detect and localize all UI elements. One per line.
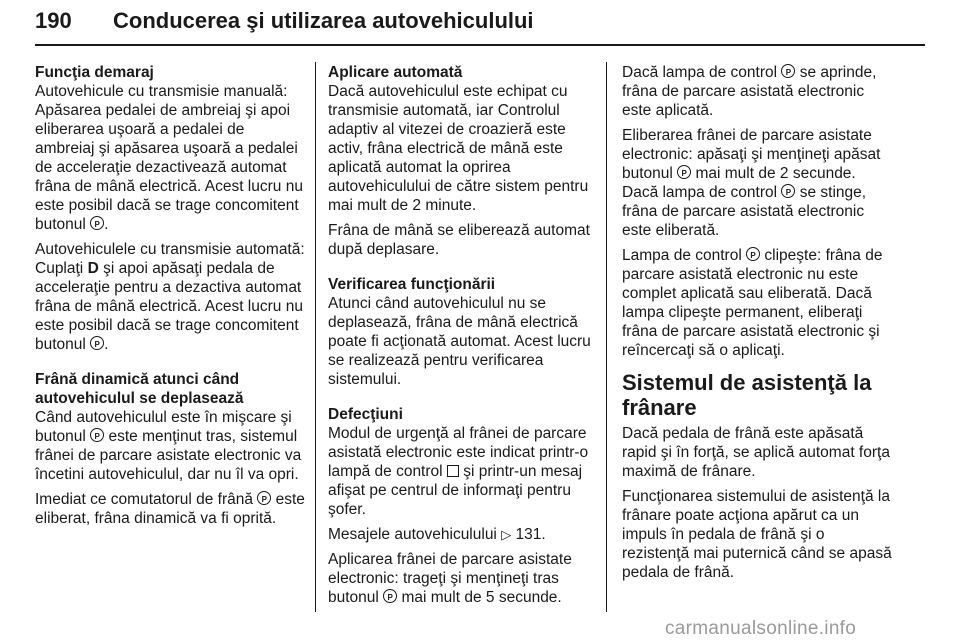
parking-brake-icon — [781, 184, 795, 198]
paragraph: Mesajele autovehiculului ▷ 131. — [328, 526, 546, 543]
watermark: carmanualsonline.info — [665, 618, 857, 639]
parking-brake-icon — [383, 589, 397, 603]
paragraph: Eliberarea frânei de parcare asistate electronic: apăsaţi şi menţineţi apăsat butonul P mai mult de 2 secunde. Dacă lampa de control P se stinge, frâna de parcare asistată electronic este eliberată. — [622, 126, 892, 240]
paragraph: Dacă lampa de control P se aprinde, frâna de parcare asistată electronic este aplicată. — [622, 63, 892, 120]
parking-brake-icon — [90, 428, 104, 442]
page-header — [35, 8, 925, 42]
column-divider-1 — [315, 62, 316, 612]
section-heading: Defecţiuni — [328, 406, 403, 423]
column-divider-2 — [606, 62, 607, 612]
paragraph: Când autovehiculul este în mişcare şi butonul P este menţinut tras, sistemul frânei de parcare asistate electronic va încetini autovehiculul, dar nu îl va opri. — [35, 408, 305, 484]
page-reference[interactable]: 131 — [515, 526, 542, 543]
paragraph: Dacă autovehiculul este echipat cu transmisie automată, iar Controlul adaptiv al vitezei de croazieră este activ, frâna electrică de mână este aplicată automat la oprirea autovehiculului de către sistem pentru mai mult de 2 minute. — [328, 83, 589, 214]
column-1 — [35, 63, 305, 534]
warning-lamp-icon — [447, 465, 459, 477]
section-heading: Aplicare automată — [328, 64, 463, 81]
parking-brake-icon — [677, 165, 691, 179]
section-heading: Frână dinamică atunci când autovehiculul se deplasează — [35, 371, 244, 407]
column-2 — [328, 63, 593, 613]
parking-brake-icon — [257, 491, 271, 505]
parking-brake-icon — [90, 336, 104, 350]
paragraph: Funcţionarea sistemului de asistenţă la frânare poate acţiona apărut ca un impuls în pedala de frână şi o rezistenţă mai puternică când se apasă pedala de frână. — [622, 488, 892, 581]
paragraph: Autovehicule cu transmisie manuală: Apăsarea pedalei de ambreiaj şi apoi eliberarea uşoară a pedalei de ambreiaj şi apăsarea uşoară a pedalei de acceleraţie dezactivează automat frâna de mână electrică. Acest lucru nu este posibil dacă se trage concomitent butonul P . — [35, 82, 305, 234]
parking-brake-icon — [90, 216, 104, 230]
page-number: 190 — [35, 8, 72, 33]
parking-brake-icon — [781, 64, 795, 78]
paragraph: Modul de urgenţă al frânei de parcare asistată electronic este indicat printr-o lampă de control şi printr-un mesaj afişat pe centrul de informaţi pentru şofer. — [328, 425, 589, 518]
paragraph: Dacă pedala de frână este apăsată rapid şi în forţă, se aplică automat forţa maximă de frânare. — [622, 425, 890, 480]
paragraph: Atunci când autovehiculul nu se deplasează, frâna de mână electrică poate fi acţionată automat. Acest lucru se realizează pentru verificarea sistemului. — [328, 295, 591, 388]
paragraph: Autovehiculele cu transmisie automată: Cuplaţi D şi apoi apăsaţi pedala de acceleraţie pentru a dezactiva automat frâna de mână electrică. Acest lucru nu este posibil dacă se trage concomitent butonul P . — [35, 240, 305, 354]
section-heading: Verificarea funcţionării — [328, 276, 496, 293]
page-reference-icon: ▷ — [501, 527, 512, 542]
column-3 — [622, 63, 892, 588]
page-title: Conducerea şi utilizarea autovehiculului — [113, 8, 534, 33]
header-rule — [35, 44, 925, 46]
paragraph: Aplicarea frânei de parcare asistate electronic: trageţi şi menţineţi tras butonul P mai mult de 5 secunde. — [328, 550, 593, 607]
section-title: Sistemul de asistenţă la frânare — [622, 370, 872, 420]
section-heading: Funcţia demaraj — [35, 64, 154, 81]
paragraph: Imediat ce comutatorul de frână P este eliberat, frâna dinamică va fi oprită. — [35, 490, 305, 528]
paragraph: Frâna de mână se eliberează automat după deplasare. — [328, 222, 590, 258]
paragraph: Lampa de control P clipeşte: frâna de parcare asistată electronic nu este complet aplicată sau eliberată. Dacă lampa clipeşte permanent, eliberaţi frâna de parcare asistată electronic şi reîncercaţi să o aplicaţi. — [622, 246, 892, 360]
parking-brake-icon — [746, 247, 760, 261]
